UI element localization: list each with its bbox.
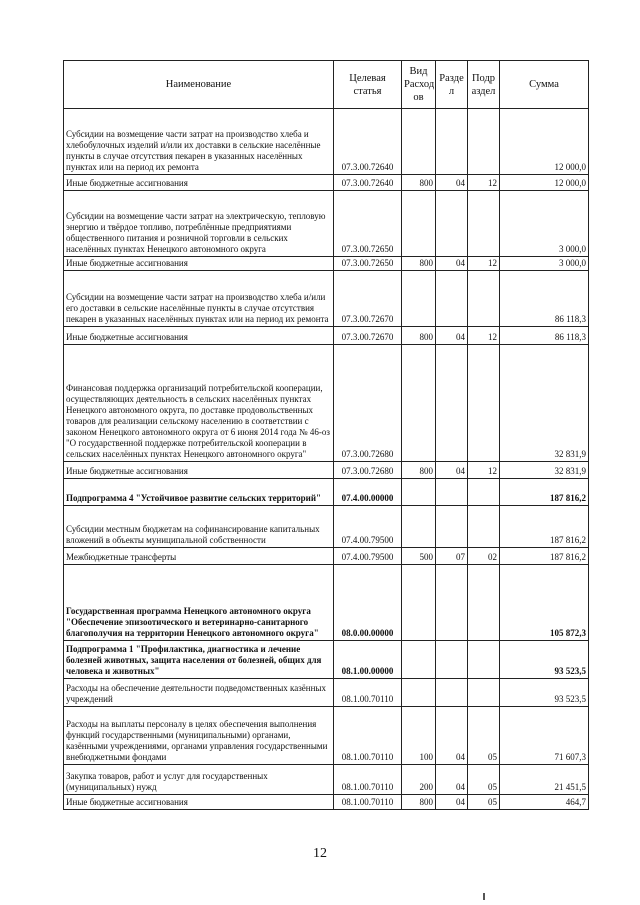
row-sum: 32 831,9 <box>500 462 589 479</box>
table-row <box>64 479 589 506</box>
row-target-article: 08.1.00.70110 <box>334 795 402 810</box>
row-sum: 12 000,0 <box>500 175 589 191</box>
row-sum: 93 523,5 <box>500 679 589 707</box>
row-name: Финансовая поддержка организаций потребительской кооперации, осуществляющих деятельность в сельских населённых пунктах Ненецкого автономного округа, по доставке продовольственных товаров для реализации сельскому населению в соответствии с законом Ненецкого автономного округа от 6 июня 2014 года № 46-оз "О государственной поддержке потребительской кооперации в сельских населённых пунктах Ненецкого автономного округа" <box>64 345 334 462</box>
table-row <box>64 641 589 679</box>
scan-artifact-mark <box>483 893 485 900</box>
table-row <box>64 327 589 345</box>
table-row <box>64 565 589 641</box>
table-row <box>64 462 589 479</box>
row-name: Государственная программа Ненецкого автономного округа "Обеспечение эпизоотического и ветеринарно-санитарного благополучия на территории Ненецкого автономного округа" <box>64 565 334 641</box>
row-section: 04 <box>436 795 468 810</box>
row-section: 07 <box>436 548 468 565</box>
table-row <box>64 191 589 257</box>
row-section: 04 <box>436 257 468 271</box>
row-expense-type: 800 <box>402 257 436 271</box>
page-number: 12 <box>313 846 327 861</box>
row-target-article: 08.1.00.00000 <box>334 641 402 679</box>
row-section <box>436 479 468 506</box>
row-name: Субсидии на возмещение части затрат на производство хлеба и хлебобулочных изделий и/или их доставки в сельские населённые пункты в случае отсутствия пекарен в указанных населённых пунктах или на период их ремонта <box>64 109 334 175</box>
row-sum: 3 000,0 <box>500 257 589 271</box>
row-subsection <box>468 641 500 679</box>
row-sum: 3 000,0 <box>500 191 589 257</box>
row-name: Иные бюджетные ассигнования <box>64 327 334 345</box>
table-row <box>64 109 589 175</box>
row-subsection: 12 <box>468 462 500 479</box>
row-expense-type: 200 <box>402 765 436 795</box>
row-section: 04 <box>436 707 468 765</box>
table-row <box>64 175 589 191</box>
table-row <box>64 765 589 795</box>
row-sum: 105 872,3 <box>500 565 589 641</box>
row-target-article: 07.3.00.72640 <box>334 175 402 191</box>
row-subsection <box>468 506 500 548</box>
table-row <box>64 679 589 707</box>
row-subsection <box>468 565 500 641</box>
row-sum: 32 831,9 <box>500 345 589 462</box>
row-target-article: 07.4.00.00000 <box>334 479 402 506</box>
row-expense-type <box>402 191 436 257</box>
table-row <box>64 506 589 548</box>
header-expense-type: Вид Расход ов <box>402 61 436 109</box>
row-name: Подпрограмма 1 "Профилактика, диагностика и лечение болезней животных, защита населения от болезней, общих для человека и животных" <box>64 641 334 679</box>
row-subsection: 12 <box>468 257 500 271</box>
row-section: 04 <box>436 462 468 479</box>
row-target-article: 08.1.00.70110 <box>334 765 402 795</box>
row-expense-type <box>402 271 436 327</box>
row-sum: 187 816,2 <box>500 479 589 506</box>
row-target-article: 07.3.00.72680 <box>334 462 402 479</box>
row-expense-type <box>402 565 436 641</box>
row-expense-type: 800 <box>402 462 436 479</box>
row-section <box>436 641 468 679</box>
row-subsection <box>468 109 500 175</box>
row-subsection <box>468 345 500 462</box>
row-expense-type: 500 <box>402 548 436 565</box>
row-target-article: 07.3.00.72680 <box>334 345 402 462</box>
row-expense-type: 800 <box>402 175 436 191</box>
row-target-article: 07.3.00.72670 <box>334 271 402 327</box>
budget-table <box>63 60 589 810</box>
row-target-article: 07.4.00.79500 <box>334 548 402 565</box>
row-subsection <box>468 679 500 707</box>
row-name: Субсидии на возмещение части затрат на производство хлеба и/или его доставки в сельские населённые пункты в случае отсутствия пекарен в указанных населённых пунктах или на период их ремонта <box>64 271 334 327</box>
row-section: 04 <box>436 327 468 345</box>
row-sum: 464,7 <box>500 795 589 810</box>
row-name: Иные бюджетные ассигнования <box>64 257 334 271</box>
row-target-article: 07.4.00.79500 <box>334 506 402 548</box>
row-target-article: 07.3.00.72640 <box>334 109 402 175</box>
row-section <box>436 191 468 257</box>
row-target-article: 08.1.00.70110 <box>334 707 402 765</box>
row-sum: 21 451,5 <box>500 765 589 795</box>
row-sum: 187 816,2 <box>500 548 589 565</box>
row-section: 04 <box>436 175 468 191</box>
table-row <box>64 795 589 810</box>
table-row <box>64 271 589 327</box>
row-sum: 187 816,2 <box>500 506 589 548</box>
row-name: Иные бюджетные ассигнования <box>64 462 334 479</box>
row-subsection <box>468 479 500 506</box>
row-sum: 86 118,3 <box>500 271 589 327</box>
row-name: Субсидии на возмещение части затрат на электрическую, тепловую энергию и твёрдое топливо, потреблённые предприятиями общественного питания и розничной торговли в сельских населённых пунктах Ненецкого автономного округа <box>64 191 334 257</box>
row-name: Расходы на выплаты персоналу в целях обеспечения выполнения функций государственными (муниципальными) органами, казёнными учреждениями, органами управления государственными внебюджетными фондами <box>64 707 334 765</box>
table-row <box>64 345 589 462</box>
row-subsection: 05 <box>468 795 500 810</box>
table-row <box>64 257 589 271</box>
row-expense-type: 800 <box>402 795 436 810</box>
header-name: Наименование <box>64 61 334 109</box>
row-name: Субсидии местным бюджетам на софинансирование капитальных вложений в объекты муниципальной собственности <box>64 506 334 548</box>
table-row <box>64 707 589 765</box>
row-target-article: 07.3.00.72650 <box>334 191 402 257</box>
row-subsection: 05 <box>468 707 500 765</box>
row-sum: 12 000,0 <box>500 109 589 175</box>
header-sum: Сумма <box>500 61 589 109</box>
row-name: Межбюджетные трансферты <box>64 548 334 565</box>
row-expense-type <box>402 641 436 679</box>
row-expense-type <box>402 679 436 707</box>
row-expense-type <box>402 506 436 548</box>
row-expense-type <box>402 345 436 462</box>
table-row <box>64 548 589 565</box>
header-row <box>64 61 589 109</box>
row-name: Подпрограмма 4 "Устойчивое развитие сельских территорий" <box>64 479 334 506</box>
row-section <box>436 679 468 707</box>
row-name: Расходы на обеспечение деятельности подведомственных казённых учреждений <box>64 679 334 707</box>
row-target-article: 07.3.00.72670 <box>334 327 402 345</box>
row-subsection: 12 <box>468 327 500 345</box>
row-expense-type <box>402 109 436 175</box>
row-subsection <box>468 191 500 257</box>
row-section <box>436 271 468 327</box>
row-subsection: 05 <box>468 765 500 795</box>
row-expense-type: 100 <box>402 707 436 765</box>
row-target-article: 08.1.00.70110 <box>334 679 402 707</box>
row-section <box>436 506 468 548</box>
row-sum: 86 118,3 <box>500 327 589 345</box>
row-expense-type <box>402 479 436 506</box>
row-sum: 71 607,3 <box>500 707 589 765</box>
header-subsection: Подр аздел <box>468 61 500 109</box>
header-target-article: Целевая статья <box>334 61 402 109</box>
row-name: Закупка товаров, работ и услуг для государственных (муниципальных) нужд <box>64 765 334 795</box>
row-subsection: 12 <box>468 175 500 191</box>
row-name: Иные бюджетные ассигнования <box>64 175 334 191</box>
row-section: 04 <box>436 765 468 795</box>
row-sum: 93 523,5 <box>500 641 589 679</box>
row-name: Иные бюджетные ассигнования <box>64 795 334 810</box>
row-target-article: 07.3.00.72650 <box>334 257 402 271</box>
row-section <box>436 345 468 462</box>
row-subsection: 02 <box>468 548 500 565</box>
header-section: Разде л <box>436 61 468 109</box>
row-expense-type: 800 <box>402 327 436 345</box>
row-target-article: 08.0.00.00000 <box>334 565 402 641</box>
row-section <box>436 109 468 175</box>
row-subsection <box>468 271 500 327</box>
row-section <box>436 565 468 641</box>
